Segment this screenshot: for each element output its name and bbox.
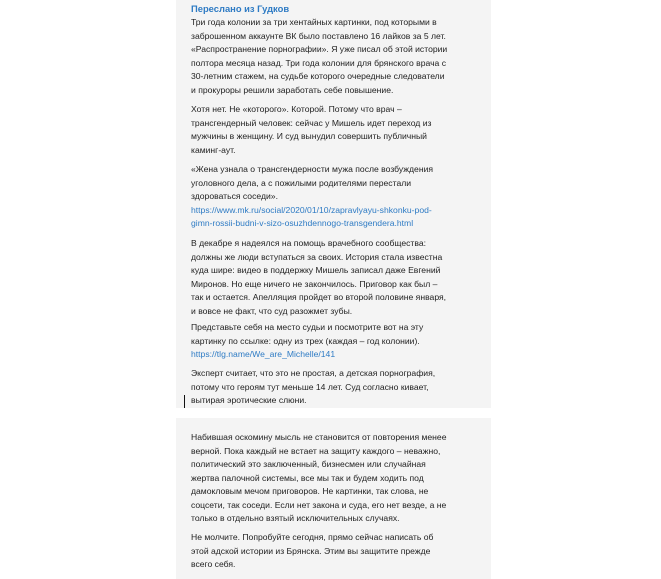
- text-line: здороваться соседи».: [191, 191, 278, 201]
- text-line: верной. Пока каждый не встает на защиту каждого – неважно,: [191, 445, 441, 456]
- text-line: Три года колонии за три хентайных картинки, под которыми в: [191, 17, 437, 27]
- text-line: и прокуроры решили заработать себе повышение.: [191, 84, 394, 95]
- forwarded-from-link[interactable]: Переслано из Гудков: [191, 3, 290, 14]
- text-line: Не молчите. Попробуйте сегодня, прямо сейчас написать об: [191, 532, 434, 542]
- text-line: дамокловым мечом приговоров. Не картинки, так слова, не: [191, 486, 429, 496]
- message-paragraph: [191, 16, 447, 97]
- article-link[interactable]: https://www.mk.ru/social/2020/01/10/zapravlyayu-shkonku-pod-: [191, 204, 432, 215]
- text-line: только в отдельно взятый исключительных случаях.: [191, 513, 400, 523]
- message-paragraph: [191, 321, 423, 362]
- text-line: заброшенном аккаунте ВК было поставлено 16 лайков за 5 лет.: [191, 30, 446, 41]
- text-line: всего себя.: [191, 559, 236, 569]
- message-paragraph: [191, 531, 433, 572]
- text-line: Набившая оскомину мысль не становится от повторения менее: [191, 432, 447, 442]
- text-line: и вовсе не факт, что суд разожмет зубы.: [191, 305, 353, 316]
- text-line: «Жена узнала о трансгендерности мужа после возбуждения: [191, 164, 434, 174]
- text-line: соцсети, так соседи. Если нет закона и суда, его нет везде, а не: [191, 499, 447, 510]
- text-line: 30-летним стажем, на судьбе которого очередные следователи: [191, 71, 445, 81]
- text-line: Представьте себя на место судьи и посмотрите вот на эту: [191, 322, 424, 332]
- text-line: должны же люди вступаться за своих. История стала известна: [191, 251, 443, 262]
- text-line: Хотя нет. Не «которого». Которой. Потому что врач –: [191, 104, 402, 114]
- text-line: этой адской истории из Брянска. Этим вы защитите прежде: [191, 545, 431, 556]
- telegram-link[interactable]: https://tlg.name/We_are_Michelle/141: [191, 349, 336, 359]
- text-line: жертва палочной системы, все мы так и будем ходить под: [191, 472, 424, 483]
- text-line: политический это заключенный, бизнесмен или случайная: [191, 459, 426, 469]
- text-line: Миронов. Но еще ничего не закончилось. Приговор как был –: [191, 278, 438, 289]
- message-paragraph: [191, 367, 435, 408]
- text-line: полтора месяца назад. Три года колонии для брянского врача с: [191, 57, 447, 68]
- text-line: «Распространение порнографии». Я уже писал об этой истории: [191, 44, 448, 54]
- text-line: куда шире: видео в поддержку Мишель записал даже Евгений: [191, 265, 441, 275]
- text-line: В декабре я надеялся на помощь врачебного сообщества:: [191, 238, 426, 248]
- text-line: потому что героям тут меньше 14 лет. Суд согласно кивает,: [191, 381, 429, 392]
- text-line: Эксперт считает, что это не простая, а детская порнография,: [191, 368, 436, 378]
- message-paragraph: [191, 431, 446, 526]
- text-line: уголовного дела, а с пожилыми родителями перестали: [191, 177, 412, 188]
- message-paragraph: [191, 163, 433, 231]
- article-link[interactable]: gimn-rossii-budni-v-sizo-osuzhdennogo-transgendera.html: [191, 218, 414, 228]
- message-paragraph: [191, 237, 446, 318]
- text-line: трансгендерный человек: сейчас у Мишель идет переход из: [191, 117, 432, 128]
- text-cursor: [184, 395, 185, 408]
- text-line: так и остается. Апелляция пройдет во второй половине января,: [191, 292, 447, 302]
- text-line: мужчины в женщину. И суд вынудил совершить публичный: [191, 131, 427, 141]
- text-line: каминг-аут.: [191, 144, 236, 155]
- message-paragraph: [191, 103, 431, 157]
- text-line: картинку по ссылке: одну из трех (каждая – год колонии).: [191, 335, 420, 346]
- text-line: вытирая эротические слюни.: [191, 395, 307, 405]
